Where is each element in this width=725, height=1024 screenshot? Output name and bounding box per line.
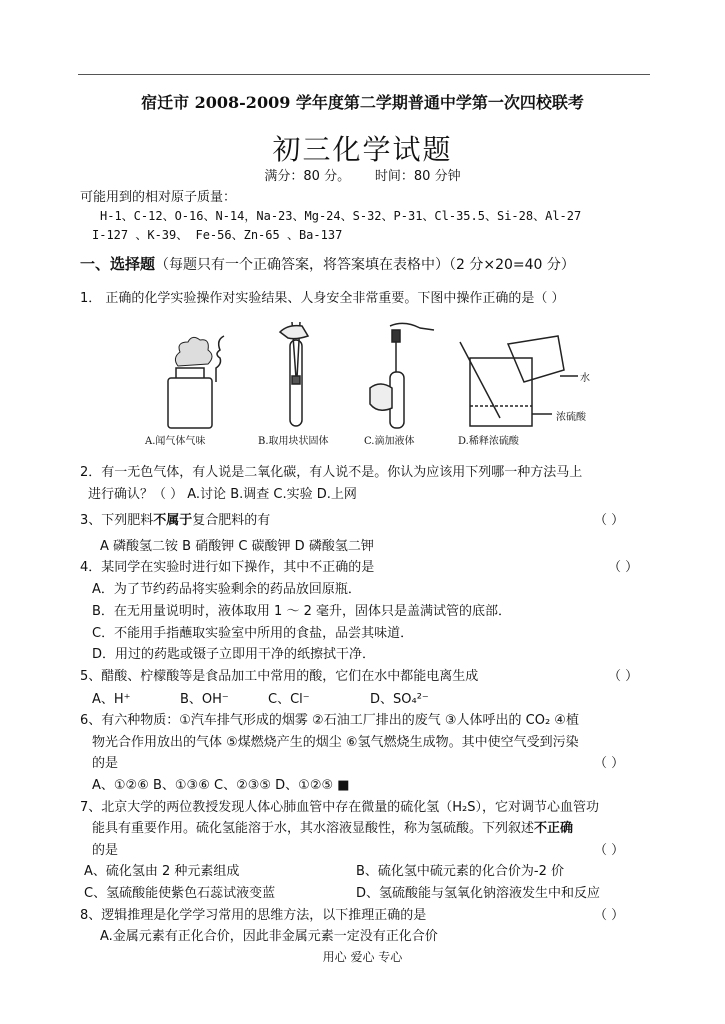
caption-b: B.取用块状固体 (258, 436, 329, 447)
question-5-option-c: C、Cl⁻ (268, 692, 310, 707)
full-score: 满分：80 分。 (264, 169, 351, 184)
question-7-line-3: 的是 (92, 843, 119, 858)
atomic-mass-label: 可能用到的相对原子质量： (80, 190, 237, 205)
exam-info (0, 165, 725, 184)
question-3-options: A 磷酸氢二铵 B 硝酸钾 C 碳酸钾 D 磷酸氢二钾 (100, 539, 374, 554)
question-8-stem: 8、逻辑推理是化学学习常用的思维方法，以下推理正确的是 (80, 908, 427, 923)
figure-c-drop-liquid (370, 323, 434, 428)
label-water: 水 (580, 373, 590, 384)
label-conc-acid: 浓硫酸 (556, 412, 586, 423)
question-6-line-1: 6、有六种物质：①汽车排气形成的烟雾 ②石油工厂排出的废气 ③人体呼出的 CO₂ ④植 (80, 713, 579, 728)
question-3-pre: 3、下列肥料 (80, 513, 154, 528)
question-2-line-1: 2．有一无色气体，有人说是二氧化碳，有人说不是。你认为应该用下列哪一种方法马上 (80, 465, 583, 480)
question-7-option-c: C、氢硫酸能使紫色石蕊试液变蓝 (84, 886, 276, 901)
caption-d: D.稀释浓硫酸 (458, 436, 519, 447)
question-8-paren: （ ） (594, 908, 625, 923)
question-6-line-3: 的是 (92, 756, 119, 771)
atomic-mass-line-1: H-1、C-12、O-16、N-14，Na-23、Mg-24、S-32、P-31、Cl-35.5、Si-28、Al-27 (100, 209, 582, 223)
question-7-paren: （ ） (594, 843, 625, 858)
question-5-option-a: A、H⁺ (92, 692, 131, 707)
question-7-option-b: B、硫化氢中硫元素的化合价为-2 价 (356, 864, 565, 879)
question-5-paren: （ ） (608, 669, 639, 684)
question-7-line-2 (92, 817, 573, 836)
question-6-options: A、①②⑥ B、①③⑥ C、②③⑤ D、①②⑤ ■ (92, 778, 350, 793)
question-4-option-d: D．用过的药匙或镊子立即用干净的纸擦拭干净． (92, 647, 376, 662)
section-title: 一、选择题 (80, 255, 156, 273)
section-note: （每题只有一个正确答案，将答案填在表格中）（2 分×20=40 分） (155, 257, 575, 273)
question-8-option-a: A.金属元素有正化合价，因此非金属元素一定没有正化合价 (100, 929, 438, 944)
atomic-mass-line-2: I-127 、K-39、 Fe-56、Zn-65 、Ba-137 (92, 228, 343, 242)
paper-title: 初三化学试题 (272, 133, 453, 166)
question-7-option-d: D、氢硫酸能与氢氧化钠溶液发生中和反应 (356, 886, 601, 901)
question-5-option-d: D、SO₄²⁻ (370, 692, 429, 707)
question-4-option-c: C．不能用手指蘸取实验室中所用的食盐，品尝其味道． (92, 626, 414, 641)
question-6-paren: （ ） (594, 756, 625, 771)
question-4-stem: 4．某同学在实验时进行如下操作，其中不正确的是 (80, 560, 375, 575)
caption-a: A.闻气体气味 (145, 436, 206, 447)
question-3-stem (80, 509, 270, 528)
question-1-stem: 1． 正确的化学实验操作对实验结果、人身安全非常重要。下图中操作正确的是（ ） (80, 291, 565, 306)
exam-title: 宿迁市 2008-2009 学年度第二学期普通中学第一次四校联考 (141, 93, 584, 112)
question-7-option-a: A、硫化氢由 2 种元素组成 (84, 864, 240, 879)
section-heading (80, 253, 575, 274)
question-3-paren: （ ） (594, 513, 625, 528)
question-7-bold: 不正确 (534, 821, 574, 836)
header-rule (78, 74, 650, 75)
figure-b-take-solid (280, 322, 308, 426)
question-5-option-b: B、OH⁻ (180, 692, 229, 707)
page-footer: 用心 爱心 专心 (322, 950, 403, 964)
question-6-line-2: 物光合作用放出的气体 ⑤煤燃烧产生的烟尘 ⑥氢气燃烧生成物。其中使空气受到污染 (92, 735, 579, 750)
question-2-line-2: 进行确认？（ ） A.讨论 B.调查 C.实验 D.上网 (88, 487, 357, 502)
question-4-option-a: A．为了节约药品将实验剩余的药品放回原瓶． (92, 582, 361, 597)
question-4-paren: （ ） (608, 560, 639, 575)
question-7-line-2-text: 能具有重要作用。硫化氢能溶于水，其水溶液显酸性，称为氢硫酸。下列叙述 (92, 821, 535, 836)
question-3-bold: 不属于 (153, 513, 193, 528)
exam-time: 时间：80 分钟 (374, 169, 461, 184)
caption-c: C.滴加液体 (364, 436, 415, 447)
question-7-line-1: 7、北京大学的两位教授发现人体心肺血管中存在微量的硫化氢（H₂S），它对调节心血管功 (80, 800, 600, 815)
question-5-stem: 5、醋酸、柠檬酸等是食品加工中常用的酸，它们在水中都能电离生成 (80, 669, 479, 684)
question-4-option-b: B．在无用量说明时，液体取用 1 ～ 2 毫升，固体只是盖满试管的底部． (92, 604, 511, 619)
figure-a-smell-gas (168, 336, 224, 428)
question-3-post: 复合肥料的有 (192, 513, 271, 528)
